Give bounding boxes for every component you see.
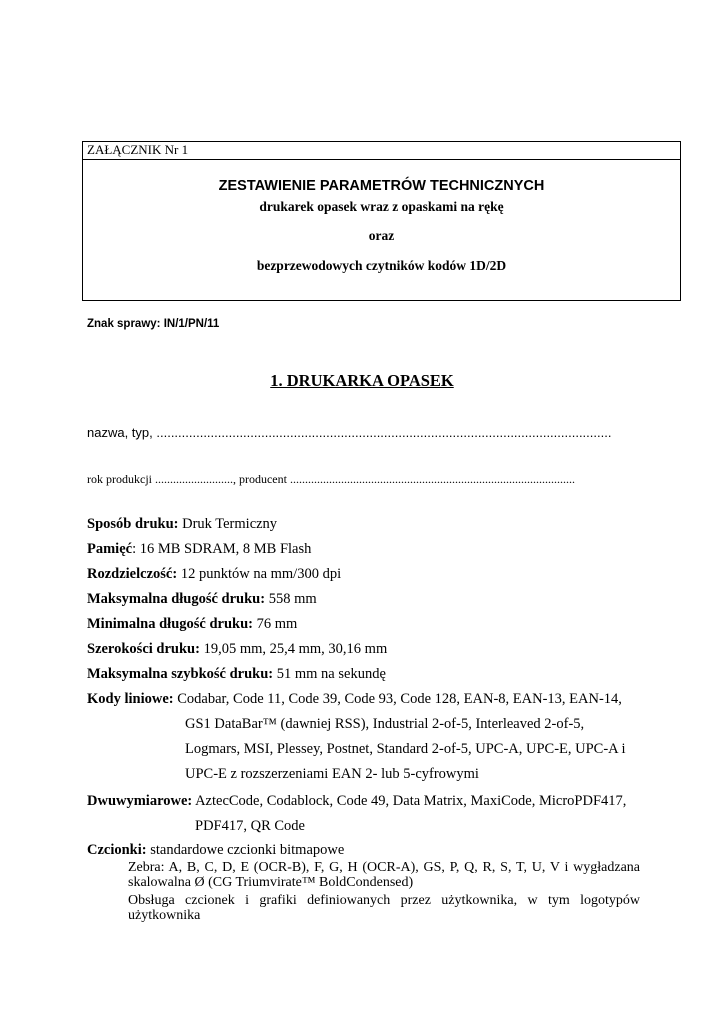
section-title: 1. DRUKARKA OPASEK [270,371,454,390]
spec-value: 51 mm na sekundę [273,666,386,682]
2d-codes-line-2: PDF417, QR Code [195,818,305,834]
spec-label: Sposób druku: [87,516,179,532]
spec-label: Czcionki: [87,842,147,858]
spec-value: 76 mm [253,616,298,632]
name-type-line: nazwa, typ, .............................................................................................................................. [87,425,612,440]
spec-value: : 16 MB SDRAM, 8 MB Flash [132,541,312,557]
spec-value: 12 punktów na mm/300 dpi [177,566,342,582]
spec-label: Maksymalna szybkość druku: [87,666,274,682]
subtitle-conjunction: oraz [368,228,395,243]
spec-value: Druk Termiczny [178,516,278,532]
spec-value: Codabar, Code 11, Code 39, Code 93, Code 128, EAN-8, EAN-13, EAN-14, [173,691,622,707]
document-title: ZESTAWIENIE PARAMETRÓW TECHNICZNYCH [218,178,545,194]
spec-label: Maksymalna długość druku: [87,591,266,607]
document-subtitle-2: bezprzewodowych czytników kodów 1D/2D [256,258,507,273]
annex-label: ZAŁĄCZNIK Nr 1 [83,142,680,160]
spec-print-width [87,641,387,658]
spec-memory [87,541,311,558]
spec-label: Dwuwymiarowe: [87,793,193,809]
spec-label: Kody liniowe: [87,691,174,707]
fonts-description-2: Obsługa czcionek i grafiki definiowanych przez użytkownika, w tym logotypów użytkownika [128,893,640,923]
spec-2d-codes [87,793,626,810]
spec-print-method [87,516,277,533]
spec-label: Minimalna długość druku: [87,616,253,632]
spec-label: Szerokości druku: [87,641,200,657]
case-reference: Znak sprawy: IN/1/PN/11 [87,318,220,330]
header-box [82,141,681,301]
linear-codes-line-4: UPC-E z rozszerzeniami EAN 2- lub 5-cyfrowymi [185,766,479,782]
spec-label: Rozdzielczość: [87,566,178,582]
spec-linear-codes [87,691,622,708]
spec-resolution [87,566,341,583]
linear-codes-line-2: GS1 DataBar™ (dawniej RSS), Industrial 2-of-5, Interleaved 2-of-5, [185,716,585,732]
year-producer-line: rok produkcji .........................., producent ............................................................................................... [87,472,575,486]
spec-max-length [87,591,317,608]
spec-min-length [87,616,297,633]
spec-max-speed [87,666,386,683]
spec-value: AztecCode, Codablock, Code 49, Data Matrix, MaxiCode, MicroPDF417, [192,793,627,809]
spec-value: 558 mm [265,591,317,607]
fonts-description-1: Zebra: A, B, C, D, E (OCR-B), F, G, H (OCR-A), GS, P, Q, R, S, T, U, V i wygładzana skalowalna Ø (CG Triumvirate™ BoldCondensed) [128,860,640,890]
linear-codes-line-3: Logmars, MSI, Plessey, Postnet, Standard 2-of-5, UPC-A, UPC-E, UPC-A i [185,741,626,757]
spec-fonts [87,842,344,859]
spec-value: standardowe czcionki bitmapowe [146,842,345,858]
spec-value: 19,05 mm, 25,4 mm, 30,16 mm [199,641,388,657]
spec-label: Pamięć [87,541,133,557]
document-subtitle: drukarek opasek wraz z opaskami na rękę [259,199,504,214]
